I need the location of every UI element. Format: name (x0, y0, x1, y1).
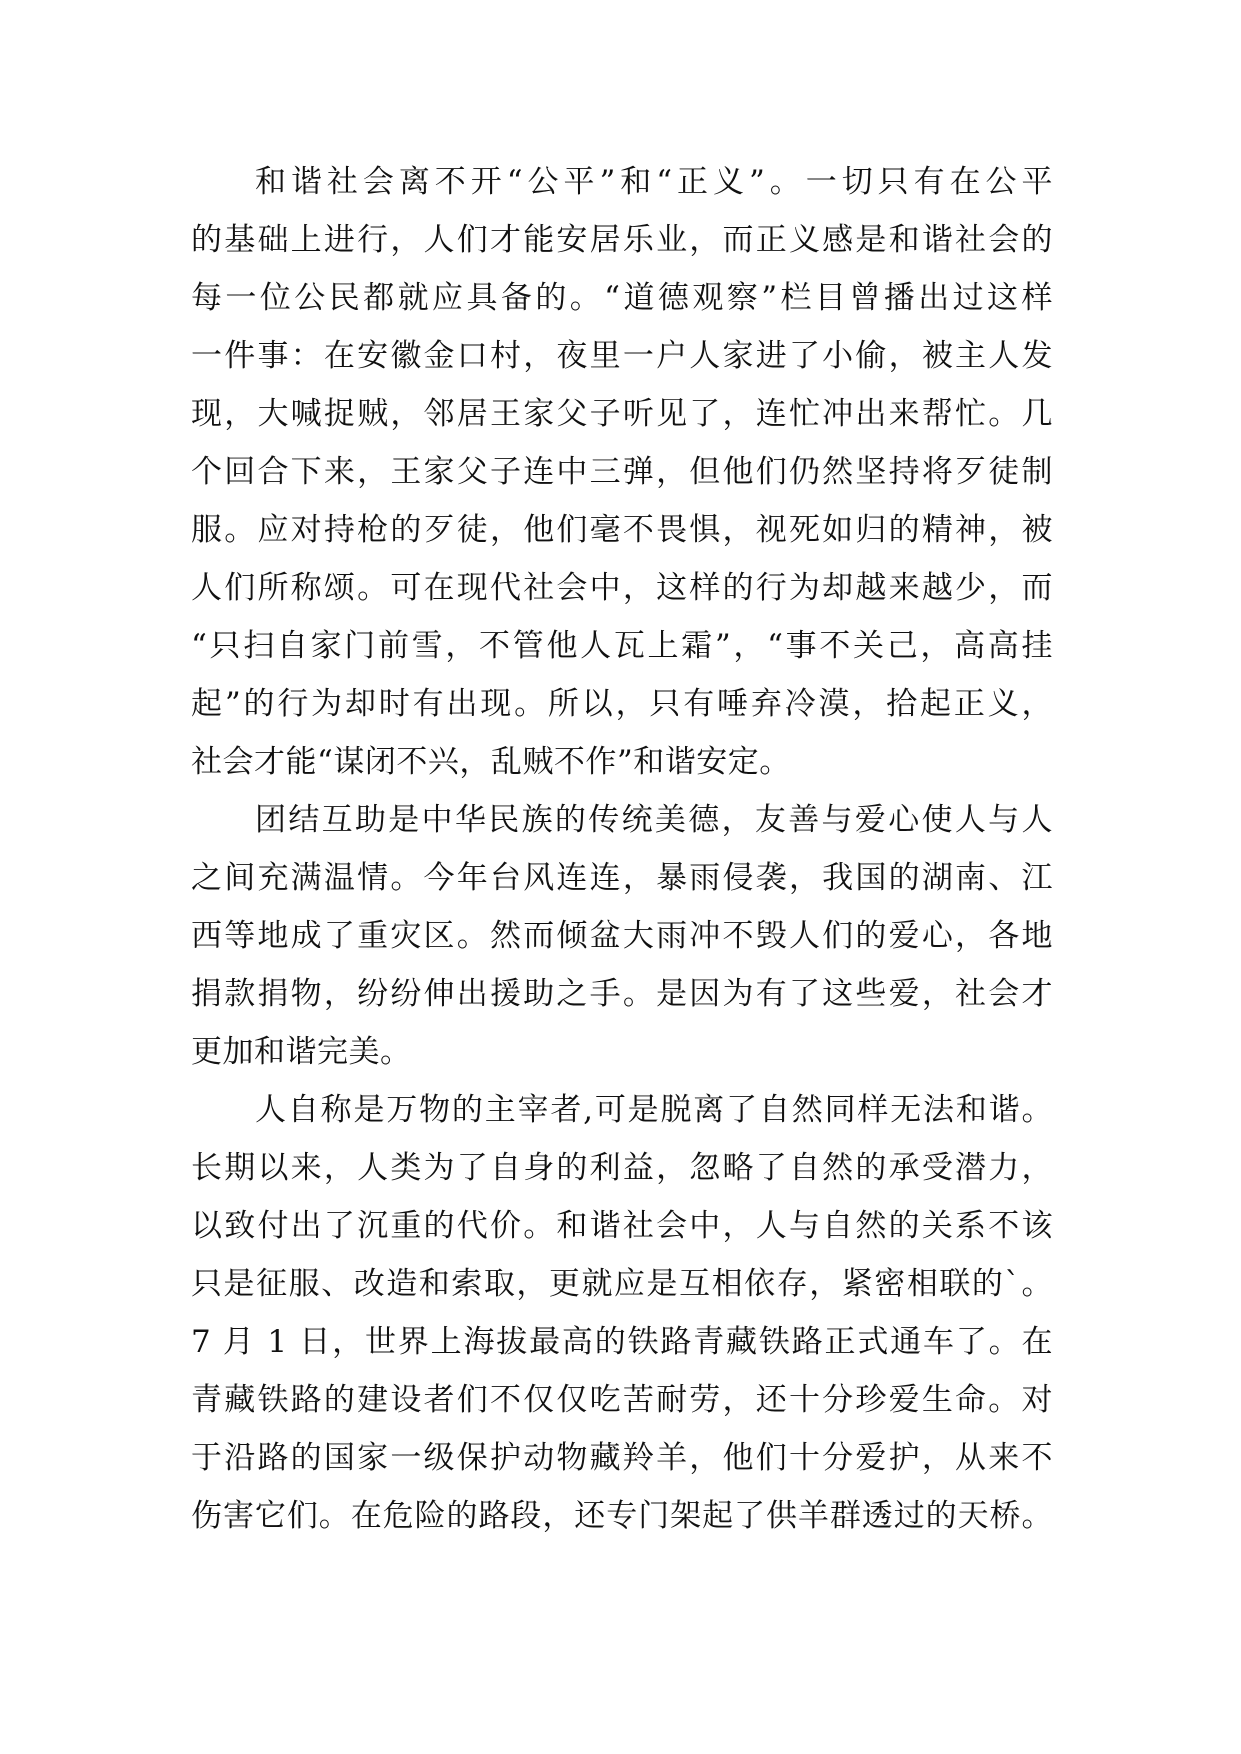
paragraph-1-line-3: 每一位公民都就应具备的。“道德观察”栏目曾播出过这样 (191, 280, 1053, 316)
paragraph-2-line-1: 团结互助是中华民族的传统美德，友善与爱心使人与人 (255, 802, 1053, 838)
paragraph-1-line-9: “只扫自家门前雪，不管他人瓦上霜”，“事不关己，高高挂 (191, 628, 1053, 664)
paragraph-3-line-7: 于沿路的国家一级保护动物藏羚羊，他们十分爱护，从来不 (191, 1440, 1053, 1476)
paragraph-3-line-3: 以致付出了沉重的代价。和谐社会中，人与自然的关系不该 (191, 1208, 1053, 1244)
paragraph-1-line-1: 和谐社会离不开“公平”和“正义”。一切只有在公平 (255, 164, 1053, 200)
paragraph-3-line-8: 伤害它们。在危险的路段，还专门架起了供羊群透过的天桥。 (191, 1498, 1053, 1534)
paragraph-3-line-5: 7 月 1 日，世界上海拔最高的铁路青藏铁路正式通车了。在 (191, 1324, 1053, 1360)
paragraph-3-line-6: 青藏铁路的建设者们不仅仅吃苦耐劳，还十分珍爱生命。对 (191, 1382, 1053, 1418)
paragraph-1-line-11: 社会才能“谋闭不兴，乱贼不作”和谐安定。 (191, 744, 791, 780)
paragraph-1-line-5: 现，大喊捉贼，邻居王家父子听见了，连忙冲出来帮忙。几 (191, 396, 1053, 432)
paragraph-1-line-6: 个回合下来，王家父子连中三弹，但他们仍然坚持将歹徒制 (191, 454, 1053, 490)
paragraph-1-line-8: 人们所称颂。可在现代社会中，这样的行为却越来越少，而 (191, 570, 1053, 606)
paragraph-1-line-10: 起”的行为却时有出现。所以，只有唾弃冷漠，拾起正义， (191, 686, 1053, 722)
paragraph-2-line-4: 捐款捐物，纷纷伸出援助之手。是因为有了这些爱，社会才 (191, 976, 1053, 1012)
paragraph-3-line-2: 长期以来，人类为了自身的利益，忽略了自然的承受潜力， (191, 1150, 1053, 1186)
paragraph-2-line-3: 西等地成了重灾区。然而倾盆大雨冲不毁人们的爱心，各地 (191, 918, 1053, 954)
paragraph-2-line-2: 之间充满温情。今年台风连连，暴雨侵袭，我国的湖南、江 (191, 860, 1053, 896)
paragraph-2-line-5: 更加和谐完美。 (191, 1034, 412, 1070)
paragraph-1-line-4: 一件事：在安徽金口村，夜里一户人家进了小偷，被主人发 (191, 338, 1053, 374)
paragraph-1-line-2: 的基础上进行，人们才能安居乐业，而正义感是和谐社会的 (191, 222, 1053, 258)
paragraph-1-line-7: 服。应对持枪的歹徒，他们毫不畏惧，视死如归的精神，被 (191, 512, 1053, 548)
paragraph-3-line-4: 只是征服、改造和索取，更就应是互相依存，紧密相联的`。 (191, 1266, 1053, 1302)
paragraph-3-line-1: 人自称是万物的主宰者,可是脱离了自然同样无法和谐。 (255, 1092, 1053, 1128)
